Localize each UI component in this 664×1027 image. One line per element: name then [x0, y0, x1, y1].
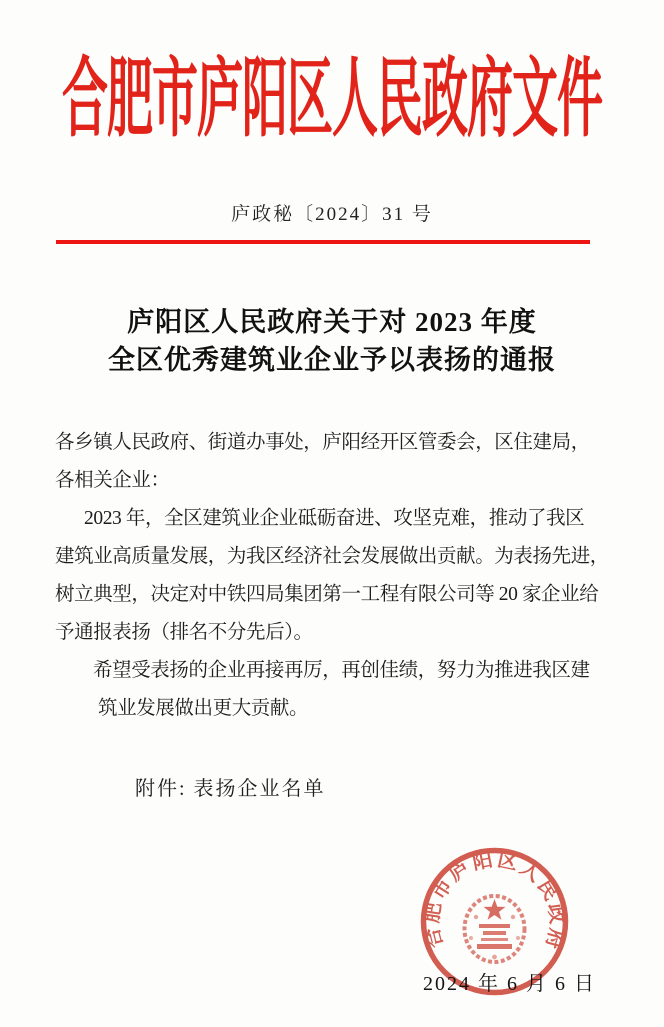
body-line: 各相关企业： — [55, 470, 170, 491]
masthead-title: 合肥市庐阳区人民政府文件 — [62, 50, 602, 147]
body-paragraphs — [55, 424, 607, 728]
body-line: 各乡镇人民政府、街道办事处，庐阳经开区管委会，区住建局， — [55, 432, 590, 453]
body-line: 希望受表扬的企业再接再厉，再创佳绩，努力为推进我区建 — [93, 660, 590, 681]
body-line: 予通报表扬（排名不分先后）。 — [55, 622, 313, 643]
body-line: 筑业发展做出更大贡献。 — [98, 698, 309, 719]
document-title-line1: 庐阳区人民政府关于对 2023 年度 — [127, 307, 537, 337]
red-divider-rule — [56, 240, 590, 244]
body-line: 树立典型，决定对中铁四局集团第一工程有限公司等 20 家企业给 — [55, 584, 599, 605]
document-title-line2: 全区优秀建筑业企业予以表扬的通报 — [108, 345, 556, 375]
body-line: 建筑业高质量发展，为我区经济社会发展做出贡献。为表扬先进， — [55, 546, 609, 567]
seal-arc-text: 合肥市庐阳区人民政府 — [420, 848, 569, 952]
national-emblem-icon — [465, 896, 525, 962]
attachment-note: 附件: 表扬企业名单 — [135, 778, 326, 800]
document-title — [0, 303, 664, 379]
doc-number: 庐政秘〔2024〕31 号 — [231, 204, 433, 225]
body-line: 2023 年，全区建筑业企业砥砺奋进、攻坚克难，推动了我区 — [84, 508, 585, 529]
issue-date: 2024 年 6 月 6 日 — [423, 973, 596, 995]
